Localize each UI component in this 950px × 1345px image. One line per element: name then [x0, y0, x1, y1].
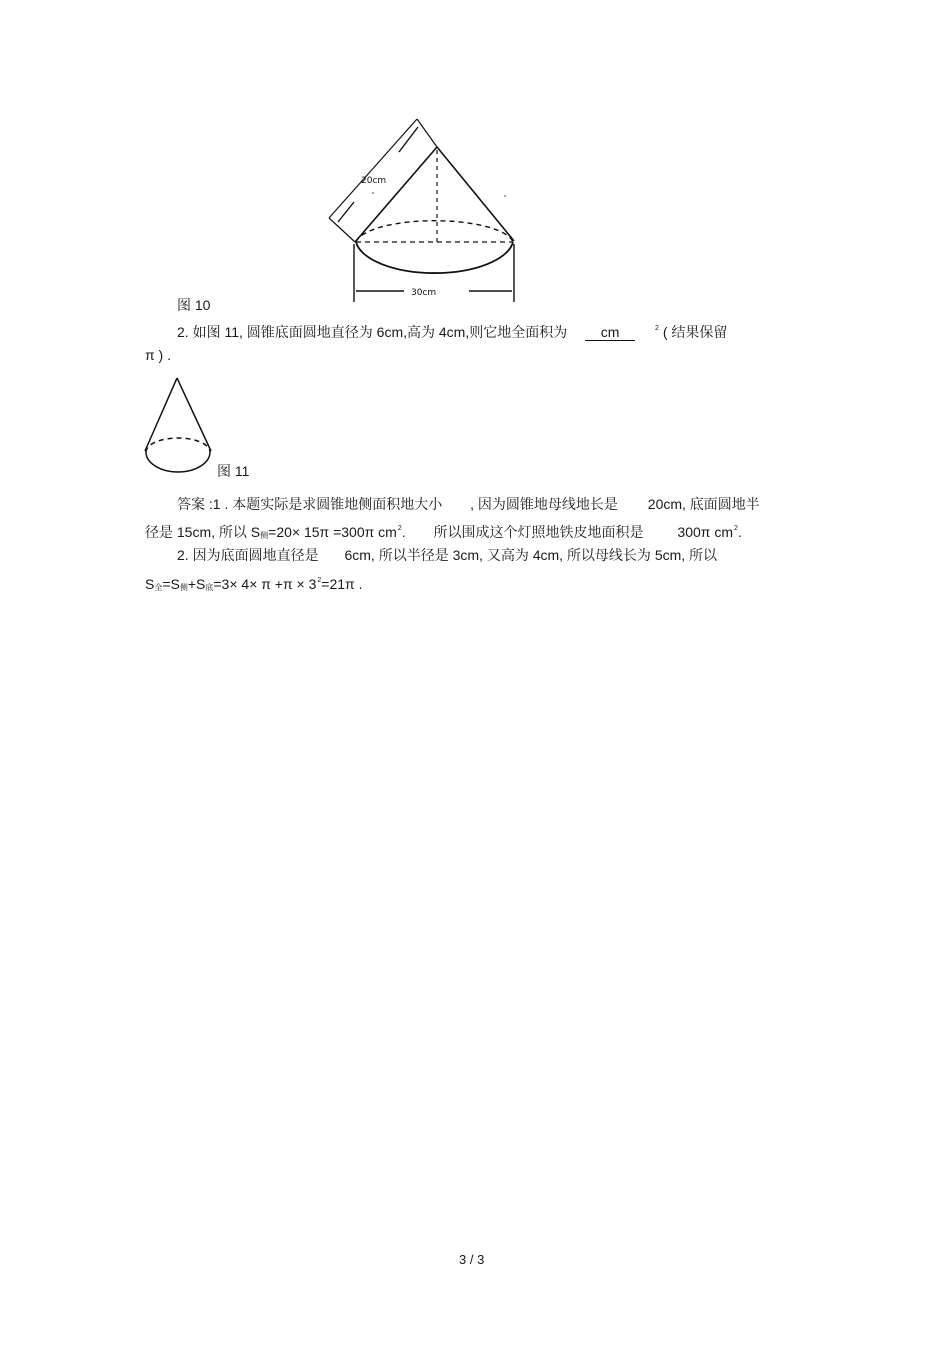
answer-1-text-c: 20cm, 底面圆地半	[647, 496, 760, 512]
question-2-text-end: ( 结果保留	[662, 324, 728, 340]
answer-line-3	[177, 546, 717, 564]
answer-1-text-b: , 因为圆锥地母线地长是	[470, 496, 618, 512]
page-number: 3 / 3	[459, 1252, 485, 1267]
fig11-right-slant	[177, 378, 211, 451]
answer-1-formula: =20× 15π =300π cm	[268, 524, 397, 540]
answer-2-eq: =S	[162, 576, 180, 592]
answer-1-result: 300π cm	[677, 524, 733, 540]
answer-1-exp: 2	[397, 525, 402, 532]
answer-2-expr: =3× 4× π +π × 3	[213, 576, 317, 592]
answer-2-exp: 2	[317, 577, 322, 584]
fig10-diameter-label: 30cm	[411, 288, 437, 298]
answer-2-s: S	[145, 576, 155, 592]
answer-line-4	[145, 572, 362, 597]
answer-2-plus: +S	[187, 576, 206, 592]
answer-line-1	[177, 495, 760, 513]
answer-line-2	[145, 520, 742, 545]
fig11-base-back	[146, 438, 210, 452]
answer-1-text-e: 所以围成这个灯照地铁皮地面积是	[433, 524, 644, 540]
answer-1-sub-lateral: 侧	[260, 531, 269, 540]
question-2-text: 2. 如图 11, 圆锥底面圆地直径为 6cm,高为 4cm,则它地全面积为	[177, 324, 568, 340]
answer-2-sub-total: 全	[154, 583, 163, 592]
answer-1-result-period: .	[737, 524, 742, 540]
answer-1-text-d: 径是 15cm, 所以 S	[145, 524, 261, 540]
question-2-unit-exponent: 2	[655, 325, 659, 332]
fig10-slant-label: 20cm	[361, 176, 387, 186]
answer-1-period: .	[401, 524, 406, 540]
figure-10-caption: 图 10	[177, 297, 211, 313]
answer-1-text-a: 答案 :1 . 本题实际是求圆锥地侧面积地大小	[177, 496, 443, 512]
fig11-base-front	[146, 452, 210, 472]
answer-2-end: =21π .	[321, 576, 363, 592]
question-2-answer-blank: cm	[585, 325, 635, 341]
answer-1-result-exp: 2	[733, 525, 738, 532]
answer-2-sub-base: 底	[205, 583, 214, 592]
answer-2-text-a: 2. 因为底面圆地直径是	[177, 547, 319, 563]
figure-11-caption: 图 11	[217, 463, 250, 479]
question-2-line-2: π ) .	[145, 347, 171, 363]
answer-2-sub-lateral: 侧	[179, 583, 188, 592]
answer-2-text-b: 6cm, 所以半径是 3cm, 又高为 4cm, 所以母线长为 5cm, 所以	[344, 547, 718, 563]
